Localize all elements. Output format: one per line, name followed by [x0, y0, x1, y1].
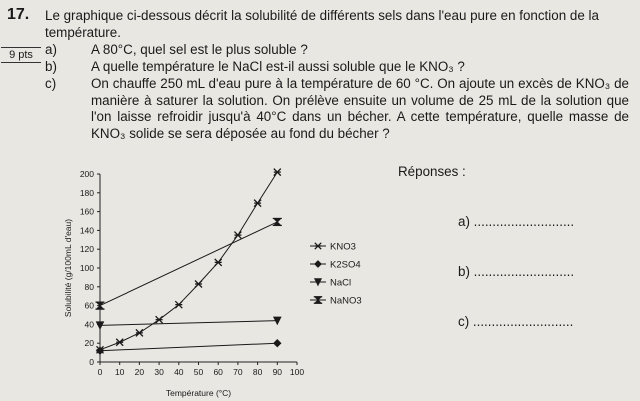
responses-title: Réponses :: [398, 164, 466, 179]
marker-shape: [315, 261, 321, 267]
x-tick-label: 70: [233, 367, 243, 377]
series-line-nano3: [100, 222, 277, 306]
legend-marker-k2so4: [315, 261, 321, 267]
legend-label: NaNO3: [330, 295, 362, 307]
points-box: 9 pts: [1, 47, 41, 63]
legend-label: KNO3: [330, 241, 356, 253]
answer-label: b): [458, 264, 470, 279]
y-tick-label: 20: [84, 338, 94, 349]
x-tick-label: 20: [134, 367, 145, 377]
x-tick-label: 30: [154, 367, 164, 377]
y-tick-label: 80: [84, 281, 94, 292]
question-intro: Le graphique ci-dessous décrit la solubilité de différents sels dans l'eau pure en fonction de la température.: [45, 8, 599, 40]
data-point-k2so4: [274, 340, 281, 347]
data-point-kno3: [175, 301, 182, 308]
y-tick-label: 200: [79, 169, 94, 179]
data-point-kno3: [136, 329, 143, 336]
legend-label: NaCl: [330, 277, 352, 289]
question-item-text: A 80°C, quel sel est le plus soluble ?: [91, 42, 308, 57]
y-tick-label: 140: [79, 225, 94, 236]
y-tick-label: 100: [79, 263, 94, 273]
data-point-kno3: [234, 232, 241, 239]
answer-b: [458, 264, 574, 279]
data-point-kno3: [215, 259, 222, 266]
question-item-label: c): [45, 76, 57, 91]
data-point-kno3: [116, 339, 123, 346]
solubility-chart: [0, 160, 390, 401]
data-point-kno3: [254, 200, 261, 207]
x-axis-label: Température (°C): [165, 388, 232, 398]
y-tick-label: 180: [79, 187, 94, 198]
x-tick-label: 60: [213, 367, 223, 377]
question-item-text: On chauffe 250 mL d'eau pure à la température de 60 °C. On ajoute un excès de KNO₃ de manière à saturer la solution. On prélève ensuite un volume de 25 mL de la solution que l'on laisse refroidir jusqu'à 40°C dans un bécher. A cette température, quelle masse de KNO₃ solide se sera déposée au fond du bécher ?: [91, 76, 629, 141]
answer-a: [458, 214, 574, 229]
data-point-nano3: [96, 302, 105, 309]
answer-c: [458, 314, 573, 329]
data-point-kno3: [156, 316, 163, 323]
answer-label: a): [458, 214, 470, 229]
question-item-label: a): [45, 42, 57, 57]
data-point-kno3: [274, 169, 281, 176]
y-tick-label: 120: [79, 244, 94, 255]
answer-blank[interactable]: ...........................: [473, 214, 575, 229]
x-tick-label: 100: [289, 367, 305, 377]
question-item-label: b): [45, 59, 57, 74]
x-tick-label: 50: [193, 367, 204, 377]
y-tick-label: 60: [84, 300, 94, 311]
x-tick-label: 80: [252, 367, 263, 377]
answer-blank[interactable]: ...........................: [472, 314, 574, 329]
series-line-k2so4: [100, 343, 277, 351]
marker-shape: [274, 218, 281, 225]
marker-shape: [97, 347, 104, 354]
series-line-nacl: [100, 321, 277, 326]
answer-label: c): [458, 314, 470, 329]
question-number: 17.: [7, 6, 30, 23]
data-point-kno3: [195, 280, 202, 287]
answer-blank[interactable]: ...........................: [473, 264, 575, 279]
legend-label: K2SO4: [330, 259, 361, 271]
x-tick-label: 0: [97, 367, 103, 377]
legend-marker-kno3: [315, 243, 321, 249]
x-tick-label: 10: [114, 367, 125, 377]
question-item-text: A quelle température le NaCl est-il aussi soluble que le KNO₃ ?: [91, 59, 465, 74]
y-axis-label: Solubilité (g/100mL d'eau): [63, 218, 73, 318]
data-point-nano3: [273, 218, 282, 225]
y-tick-label: 0: [89, 357, 94, 367]
data-point-k2so4: [97, 347, 104, 354]
y-tick-label: 160: [79, 206, 94, 217]
marker-shape: [274, 340, 281, 347]
x-tick-label: 40: [174, 367, 184, 377]
y-tick-label: 40: [84, 319, 94, 330]
x-tick-label: 90: [272, 367, 283, 377]
